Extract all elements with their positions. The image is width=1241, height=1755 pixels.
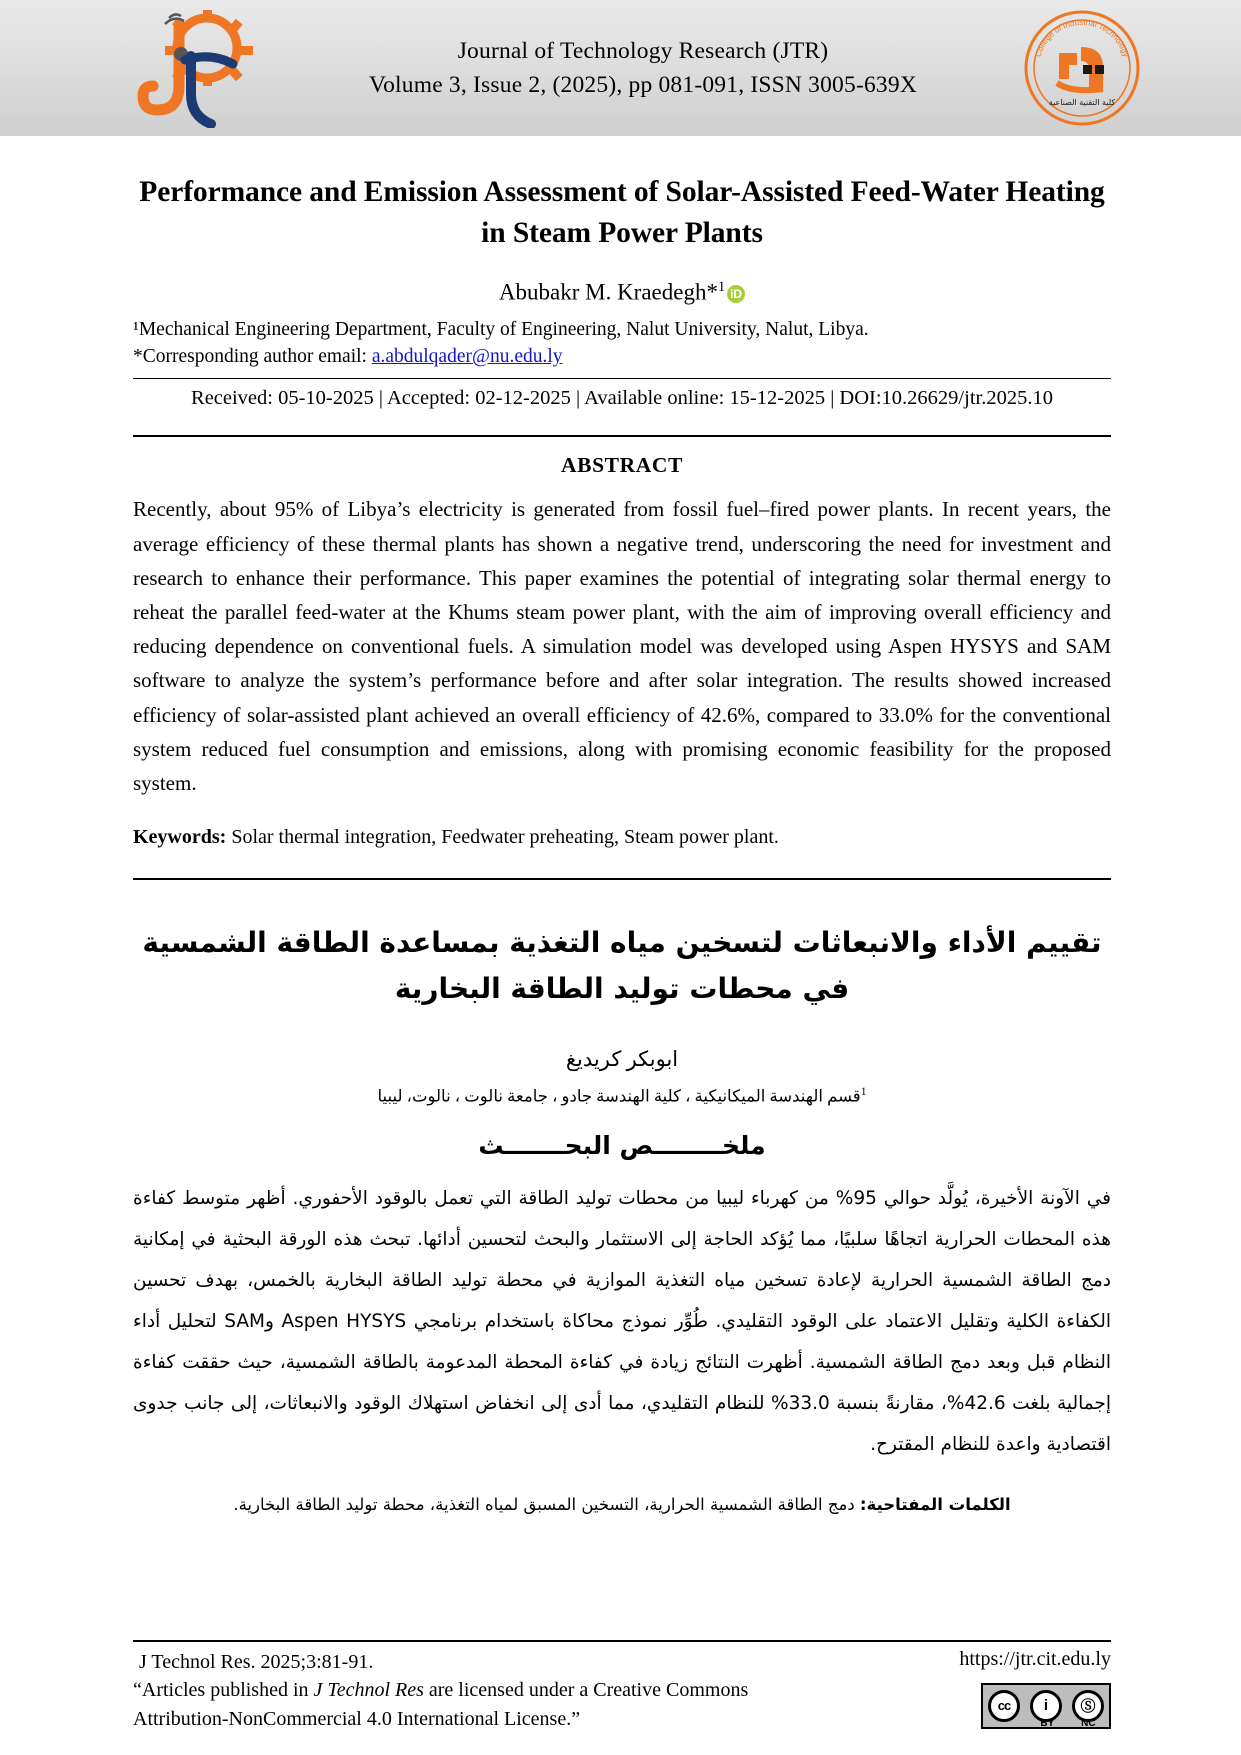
masthead-journal-info — [263, 34, 1023, 102]
footer-right-block — [959, 1648, 1111, 1729]
author-name: Abubakr M. Kraedegh* — [498, 280, 718, 306]
college-of-industrial-technology-logo — [1023, 9, 1141, 127]
license-text-a: “Articles published in — [133, 1679, 314, 1702]
journal-volume-issue: Volume 3, Issue 2, (2025), pp 081-091, ISSN 3005-639X — [368, 72, 918, 98]
creative-commons-badge-icon[interactable] — [981, 1683, 1111, 1729]
arabic-affiliation — [133, 1086, 1111, 1107]
arabic-keywords-label: الكلمات المفتاحية: — [859, 1494, 1011, 1514]
corresponding-author-email-link[interactable]: a.abdulqader@nu.edu.ly — [371, 346, 563, 368]
corresponding-author-line — [133, 346, 1111, 368]
cc-nc-label: NC — [1081, 1717, 1096, 1729]
arabic-affiliation-marker: 1 — [860, 1086, 867, 1098]
arabic-affiliation-text: قسم الهندسة الميكانيكية ، كلية الهندسة جادو ، جامعة نالوت ، نالوت، ليبيا — [377, 1086, 861, 1106]
author-affiliation-marker: 1 — [717, 279, 726, 296]
arabic-keywords-value: دمج الطاقة الشمسية الحرارية، التسخين المسبق لمياه التغذية، محطة توليد الطاقة البخارية. — [233, 1494, 855, 1514]
dates-bottom-divider — [133, 435, 1111, 437]
author-line — [133, 279, 1111, 306]
keywords-line — [133, 822, 1111, 852]
arabic-abstract-heading: ملخــــــــص البحـــــــث — [478, 1130, 766, 1160]
footer-license-line-1 — [133, 1676, 748, 1704]
language-section-divider — [133, 878, 1111, 880]
footer-license-line-2: Attribution-NonCommercial 4.0 International License.” — [133, 1707, 581, 1730]
orcid-icon[interactable]: iD — [727, 285, 745, 303]
keywords-label: Keywords: — [133, 826, 227, 849]
arabic-keywords-line — [133, 1495, 1111, 1514]
article-content — [0, 172, 1241, 1514]
cc-by-icon: i — [1030, 1690, 1062, 1722]
publication-dates-line: Received: 05-10-2025 | Accepted: 02-12-2025 | Available online: 15-12-2025 | DOI:10.26629/jtr.2025.10 — [191, 387, 1053, 410]
license-journal-abbrev: J Technol Res — [313, 1679, 424, 1702]
arabic-section — [133, 920, 1111, 1514]
footer-citation: J Technol Res. 2025;3:81-91. — [139, 1650, 374, 1673]
svg-text:College of Industrial Technolo: College of Industrial Technology — [1033, 17, 1131, 59]
arabic-author-name: ابوبكر كريديغ — [565, 1047, 679, 1071]
svg-text:كلية التقنية الصناعية: كلية التقنية الصناعية — [1048, 98, 1116, 107]
footer-journal-url[interactable]: https://jtr.cit.edu.ly — [959, 1647, 1111, 1670]
abstract-heading: ABSTRACT — [561, 453, 683, 478]
journal-name: Journal of Technology Research (JTR) — [457, 37, 829, 64]
keywords-value: Solar thermal integration, Feedwater preheating, Steam power plant. — [231, 826, 779, 849]
masthead-banner — [0, 0, 1241, 136]
jtr-logo — [135, 8, 263, 128]
author-affiliation: ¹Mechanical Engineering Department, Faculty of Engineering, Nalut University, Nalut, Libya. — [133, 319, 869, 341]
cc-by-label: BY — [1040, 1717, 1055, 1729]
page-footer — [133, 1640, 1111, 1733]
arabic-title: تقييم الأداء والانبعاثات لتسخين مياه التغذية بمساعدة الطاقة الشمسية في محطات توليد الطاقة البخارية — [142, 926, 1102, 1005]
cc-nc-icon: Ⓢ — [1072, 1690, 1104, 1722]
corresponding-author-label: *Corresponding author email: — [133, 346, 367, 368]
footer-divider — [133, 1640, 1111, 1642]
footer-left-block — [133, 1648, 748, 1733]
license-text-b: are licensed under a Creative Commons — [423, 1679, 749, 1702]
abstract-body: Recently, about 95% of Libya’s electricity is generated from fossil fuel–fired power plants. In recent years, the average efficiency of these thermal plants has shown a negative trend, underscoring the need for investment and research to enhance their performance. This paper examines the potential of integrating solar thermal energy to reheat the parallel feed-water at the Khums steam power plant, with the aim of improving overall efficiency and reducing dependence on conventional fuels. A simulation model was developed using Aspen HYSYS and SAM software to analyze the system’s performance before and after solar integration. The results showed increased efficiency of solar-assisted plant achieved an overall efficiency of 42.6%, compared to 33.0% for the conventional system reduced fuel consumption and emissions, along with promising economic feasibility for the proposed system. — [133, 497, 1111, 796]
page-title: Performance and Emission Assessment of Solar-Assisted Feed-Water Heating in Steam Power Plants — [139, 176, 1105, 249]
cc-logo-icon: cc — [988, 1690, 1020, 1722]
arabic-abstract-body: في الآونة الأخيرة، يُولَّد حوالي 95% من كهرباء ليبيا من محطات توليد الطاقة التي تعمل بالوقود الأحفوري. أظهر متوسط كفاءة هذه المحطات الحرارية اتجاهًا سلبيًا، مما يُؤكد الحاجة إلى الاستثمار والبحث لتحسين أدائها. تبحث هذه الورقة البحثية في إمكانية دمج الطاقة الشمسية الحرارية لإعادة تسخين مياه التغذية الموازية في محطة توليد الطاقة البخارية بالخمس، بهدف تحسين الكفاءة الكلية وتقليل الاعتماد على الوقود التقليدي. طُوِّر نموذج محاكاة باستخدام برنامجي Aspen HYSYS وSAM لتحليل أداء النظام قبل وبعد دمج الطاقة الشمسية. أظهرت النتائج زيادة في كفاءة المحطة المدعومة بالطاقة الشمسية، حيث حققت كفاءة إجمالية بلغت 42.6%، مقارنةً بنسبة 33.0% للنظام التقليدي، مما أدى إلى انخفاض استهلاك الوقود والانبعاثات، إلى جانب جدوى اقتصادية واعدة للنظام المقترح. — [133, 1187, 1111, 1455]
